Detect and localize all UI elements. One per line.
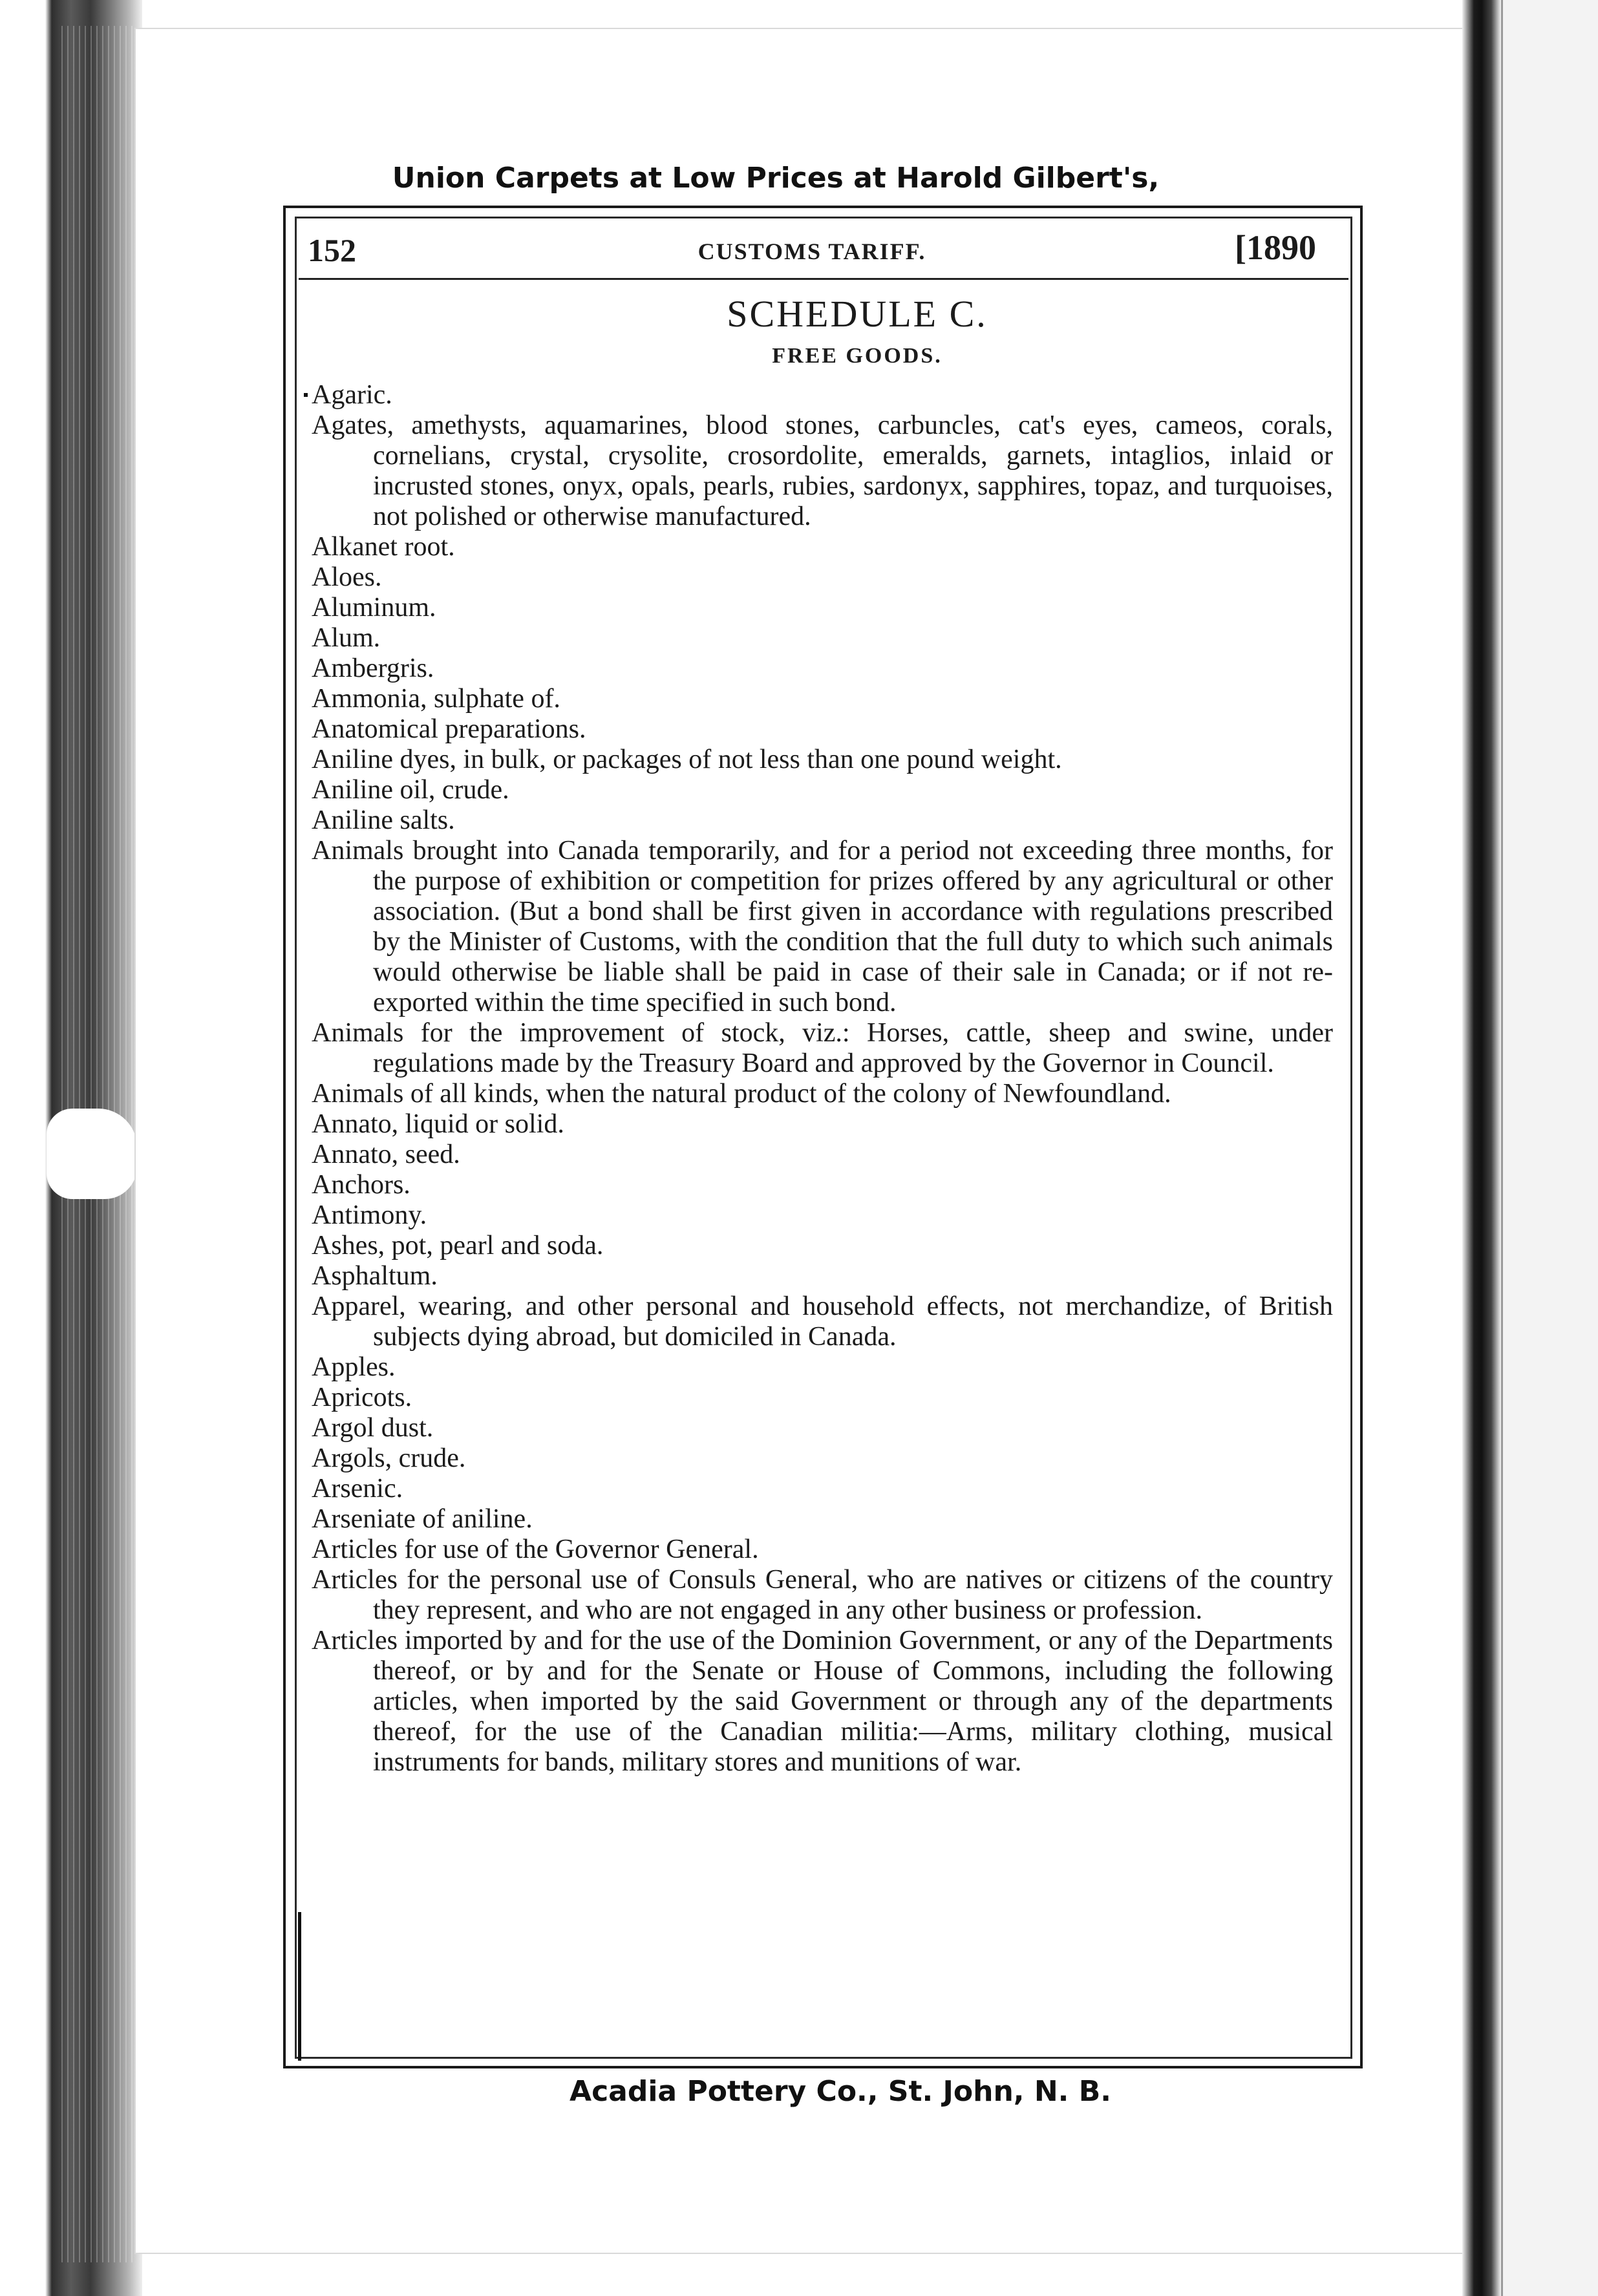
list-item: Agaric. xyxy=(312,380,392,410)
top-advertisement: Union Carpets at Low Prices at Harold Gilbert's, xyxy=(392,162,1160,195)
page-number: 152 xyxy=(308,232,356,268)
list-item: Animals brought into Canada temporarily, and for a period not exceeding three months, for the purpose of exhibition or competition for prizes offered by any agricultural or other association. (But a bond shall be first given in accordance with regulations prescribed by the Minister of Customs, with the condition that the full duty to which such animals would otherwise be liable shall be paid in case of their sale in Canada; or if not re-exported within the time specified in such bond. xyxy=(312,836,1333,1017)
list-item: Apparel, wearing, and other personal and household effects, not merchandize, of British subjects dying abroad, but domiciled in Canada. xyxy=(312,1292,1333,1352)
running-title: CUSTOMS TARIFF. xyxy=(698,239,926,264)
schedule-title: SCHEDULE C. xyxy=(727,293,988,335)
list-item: Alkanet root. xyxy=(312,532,455,562)
list-item: Argol dust. xyxy=(312,1413,434,1443)
list-item: Alum. xyxy=(312,623,381,653)
list-item: Agates, amethysts, aquamarines, blood stones, carbuncles, cat's eyes, cameos, corals, cornelians, crystal, crysolite, crosordolite, emeralds, garnets, intaglios, inlaid or incrusted stones, onyx, opals, pearls, rubies, sardonyx, sapphires, topaz, and turquoises, not polished or otherwise manufactured. xyxy=(312,410,1333,531)
list-item: Arseniate of aniline. xyxy=(312,1504,533,1534)
list-item: Aniline dyes, in bulk, or packages of not less than one pound weight. xyxy=(312,745,1062,774)
year: [1890 xyxy=(1235,228,1316,267)
running-header xyxy=(308,226,1316,278)
list-item: Annato, seed. xyxy=(312,1140,460,1169)
facing-page-gutter xyxy=(1462,0,1501,2296)
list-item: Asphaltum. xyxy=(312,1261,438,1291)
list-item: Annato, liquid or solid. xyxy=(312,1109,564,1139)
list-item: Aluminum. xyxy=(312,593,436,622)
list-item: Articles imported by and for the use of the Dominion Government, or any of the Departments thereof, or by and for the Senate or House of Commons, including the following articles, when imported by the said Government or through any of the departments thereof, for the use of the Canadian militia:—Arms, military clothing, musical instruments for bands, military stores and munitions of war. xyxy=(312,1626,1333,1777)
list-item: Ambergris. xyxy=(312,654,434,683)
margin-mark xyxy=(304,393,308,397)
list-item: Articles for use of the Governor General. xyxy=(312,1535,759,1564)
list-item: Antimony. xyxy=(312,1200,427,1230)
list-item: Animals for the improvement of stock, viz.: Horses, cattle, sheep and swine, under regulations made by the Treasury Board and approved by the Governor in Council. xyxy=(312,1018,1333,1078)
paper-tab xyxy=(47,1109,137,1199)
list-item: Aniline salts. xyxy=(312,805,455,835)
list-item: Ashes, pot, pearl and soda. xyxy=(312,1231,604,1260)
list-item: Argols, crude. xyxy=(312,1443,466,1473)
list-item: Aloes. xyxy=(312,562,382,592)
list-item: Aniline oil, crude. xyxy=(312,775,509,805)
list-item: Apricots. xyxy=(312,1383,412,1412)
free-goods-list xyxy=(312,380,1333,1778)
header-rule xyxy=(299,278,1348,280)
facing-page xyxy=(1501,0,1598,2296)
list-item: Anatomical preparations. xyxy=(312,714,586,744)
list-item: Animals of all kinds, when the natural product of the colony of Newfoundland. xyxy=(312,1079,1171,1109)
list-item: Arsenic. xyxy=(312,1474,403,1504)
schedule-subtitle: FREE GOODS. xyxy=(772,344,943,368)
list-item: Articles for the personal use of Consuls General, who are natives or citizens of the country they represent, and who are not engaged in any other business or profession. xyxy=(312,1565,1333,1625)
list-item: Apples. xyxy=(312,1352,396,1382)
list-item: Anchors. xyxy=(312,1170,410,1200)
list-item: Ammonia, sulphate of. xyxy=(312,684,560,714)
bottom-advertisement: Acadia Pottery Co., St. John, N. B. xyxy=(570,2075,1111,2108)
border-mark xyxy=(298,1912,301,2061)
